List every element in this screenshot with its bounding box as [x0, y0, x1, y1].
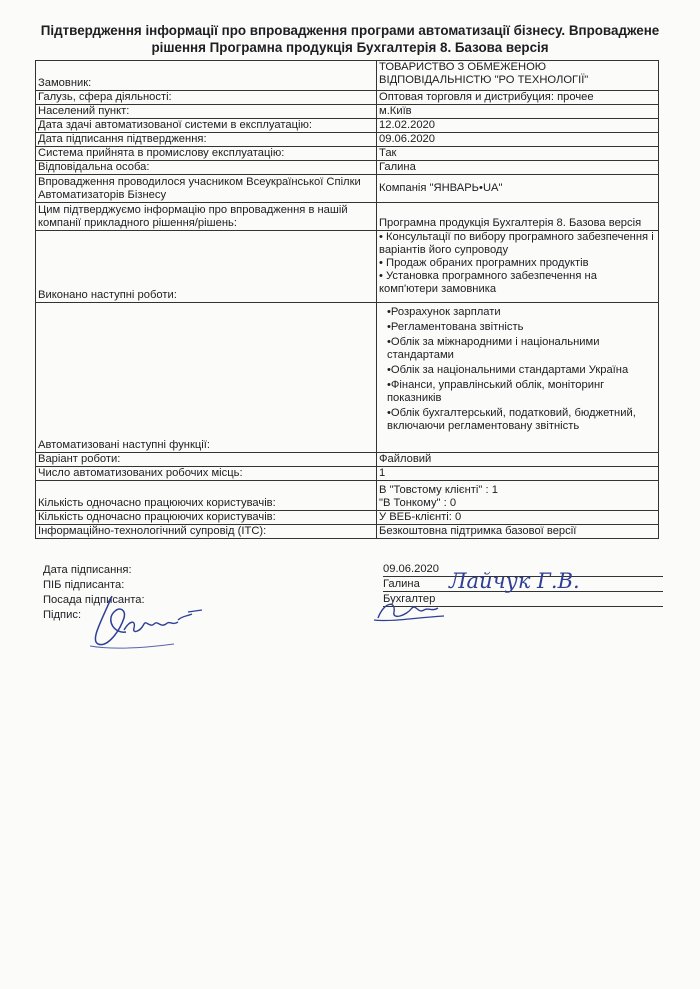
row-label: Дата здачі автоматизованої системи в експлуатацію: — [36, 119, 377, 133]
row-value: У ВЕБ-клієнті: 0 — [377, 511, 659, 525]
row-value: Так — [377, 147, 659, 161]
list-item: •Регламентована звітність — [387, 321, 524, 333]
implementation-table — [35, 60, 659, 539]
row-label: Галузь, сфера діяльності: — [36, 91, 377, 105]
value-line: В "Товстому клієнті" : 1 — [379, 484, 498, 496]
row-label: Система прийнята в промислову експлуатацію: — [36, 147, 377, 161]
list-item: • Установка програмного забезпечення на комп'ютери замовника — [379, 270, 597, 295]
signature-scribble-right — [372, 596, 452, 624]
works-list — [379, 231, 656, 296]
works-value — [377, 231, 659, 303]
row-value — [377, 481, 659, 511]
table-row — [36, 119, 659, 133]
handwritten-name — [445, 566, 635, 596]
row-label: Інформаційно-технологічний супровід (ІТС): — [36, 525, 377, 539]
table-row — [36, 453, 659, 467]
list-item: •Облік за міжнародними і національними стандартами — [387, 336, 600, 361]
table-row — [36, 61, 659, 91]
list-item: •Розрахунок зарплати — [387, 306, 501, 318]
row-label: Число автоматизованих робочих місць: — [36, 467, 377, 481]
signature-date-label: Дата підписання: — [43, 564, 132, 576]
list-item: •Облік за національними стандартами Україна — [387, 364, 629, 376]
row-label: Відповідальна особа: — [36, 161, 377, 175]
signatory-position-value: Бухгалтер — [383, 593, 436, 605]
document-title: Підтвердження інформації про впровадження програми автоматизації бізнесу. Впроваджене рішення Програмна продукція Бухгалтерія 8. Базова версія — [40, 23, 660, 55]
table-row — [36, 105, 659, 119]
row-value: 12.02.2020 — [377, 119, 659, 133]
table-row — [36, 161, 659, 175]
value-line: "В Тонкому" : 0 — [379, 497, 457, 509]
row-label: Впровадження проводилося учасником Всеукраїнської Спілки Автоматизаторів Бізнесу — [36, 175, 377, 203]
signatory-name-label: ПІБ підписанта: — [43, 579, 125, 591]
works-label: Виконано наступні роботи: — [36, 231, 377, 303]
row-value: Компанія "ЯНВАРЬ•UA" — [377, 175, 659, 203]
table-row — [36, 175, 659, 203]
signatory-name-value: Галина — [383, 578, 420, 590]
signatory-position-label: Посада підписанта: — [43, 594, 145, 606]
row-value: Безкоштовна підтримка базової версії — [377, 525, 659, 539]
table-row — [36, 147, 659, 161]
list-item: • Продаж обраних програмних продуктів — [379, 257, 589, 269]
table-row — [36, 91, 659, 105]
row-label: Цим підтверджуємо інформацію про впровадження в нашій компанії прикладного рішення/рішень: — [36, 203, 377, 231]
signature-date-value: 09.06.2020 — [383, 563, 439, 575]
table-row-works — [36, 231, 659, 303]
row-value: Галина — [377, 161, 659, 175]
table-row — [36, 525, 659, 539]
functions-value — [377, 303, 659, 453]
list-item: •Облік бухгалтерський, податковий, бюджетний, включаючи регламентовану звітність — [387, 407, 636, 432]
row-label: Кількість одночасно працюючих користувачів: — [36, 481, 377, 511]
row-value: 1 — [377, 467, 659, 481]
row-value: 09.06.2020 — [377, 133, 659, 147]
row-value: Програмна продукція Бухгалтерія 8. Базова версія — [377, 203, 659, 231]
row-value: Оптовая торговля и дистрибуция: прочее — [377, 91, 659, 105]
signature-label: Підпис: — [43, 609, 82, 621]
list-item: •Фінанси, управлінський облік, моніторинг показників — [387, 379, 605, 404]
row-label: Кількість одночасно працюючих користувачів: — [36, 511, 377, 525]
list-item: • Консультації по вибору програмного забезпечення і варіантів його супроводу — [379, 231, 654, 256]
functions-list — [379, 306, 656, 433]
row-label: Дата підписання підтвердження: — [36, 133, 377, 147]
table-row — [36, 133, 659, 147]
functions-label: Автоматизовані наступні функції: — [36, 303, 377, 453]
row-value: ТОВАРИСТВО З ОБМЕЖЕНОЮ ВІДПОВІДАЛЬНІСТЮ "РО ТЕХНОЛОГІЇ" — [377, 61, 659, 91]
table-row — [36, 481, 659, 511]
row-value: Файловий — [377, 453, 659, 467]
table-row — [36, 203, 659, 231]
row-value: м.Київ — [377, 105, 659, 119]
row-label: Варіант роботи: — [36, 453, 377, 467]
signature-scribble-left — [84, 590, 209, 652]
table-row — [36, 511, 659, 525]
handwritten-name-text: Лайчук Г.В. — [449, 569, 580, 593]
table-row-functions — [36, 303, 659, 453]
row-label: Замовник: — [36, 61, 377, 91]
table-row — [36, 467, 659, 481]
row-label: Населений пункт: — [36, 105, 377, 119]
